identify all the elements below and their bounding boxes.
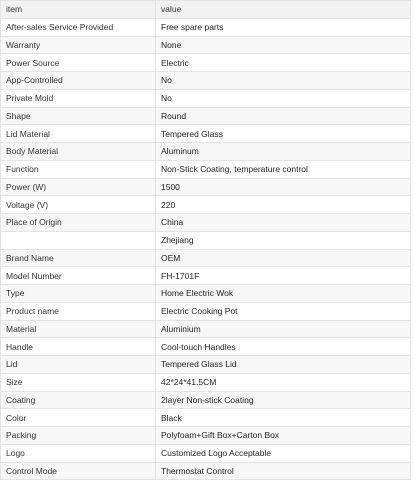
table-header-row bbox=[1, 1, 411, 19]
row-item-cell: Lid Material bbox=[1, 125, 156, 143]
table-row bbox=[1, 338, 411, 356]
row-item-cell: Handle bbox=[1, 338, 156, 356]
row-value-cell: Zhejiang bbox=[156, 231, 411, 249]
row-item-cell: App-Controlled bbox=[1, 72, 156, 90]
row-item-cell: Body Material bbox=[1, 143, 156, 161]
row-value-cell: Thermostat Control bbox=[156, 462, 411, 480]
row-item-cell: Power (W) bbox=[1, 178, 156, 196]
row-value-cell: No bbox=[156, 89, 411, 107]
table-row bbox=[1, 178, 411, 196]
table-row bbox=[1, 160, 411, 178]
row-item-cell: Color bbox=[1, 409, 156, 427]
table-row bbox=[1, 320, 411, 338]
row-value-cell: Tempered Glass Lid bbox=[156, 356, 411, 374]
row-item-cell: After-sales Service Provided bbox=[1, 18, 156, 36]
row-value-cell: Electric bbox=[156, 54, 411, 72]
table-row bbox=[1, 427, 411, 445]
table-row bbox=[1, 54, 411, 72]
column-header-value: value bbox=[156, 1, 411, 19]
row-value-cell: 2layer Non-stick Coating bbox=[156, 391, 411, 409]
row-value-cell: Home Electric Wok bbox=[156, 285, 411, 303]
row-value-cell: China bbox=[156, 214, 411, 232]
row-item-cell: Material bbox=[1, 320, 156, 338]
table-row bbox=[1, 462, 411, 480]
table-row bbox=[1, 391, 411, 409]
row-item-cell: Model Number bbox=[1, 267, 156, 285]
row-item-cell: Control Mode bbox=[1, 462, 156, 480]
table-row bbox=[1, 125, 411, 143]
row-item-cell: Size bbox=[1, 373, 156, 391]
table-row bbox=[1, 143, 411, 161]
row-item-cell: Lid bbox=[1, 356, 156, 374]
row-item-cell: Brand Name bbox=[1, 249, 156, 267]
row-value-cell: Black bbox=[156, 409, 411, 427]
row-value-cell: None bbox=[156, 36, 411, 54]
row-value-cell: Round bbox=[156, 107, 411, 125]
row-item-cell: Power Source bbox=[1, 54, 156, 72]
row-item-cell bbox=[1, 231, 156, 249]
row-item-cell: Type bbox=[1, 285, 156, 303]
table-row bbox=[1, 107, 411, 125]
column-header-item: item bbox=[1, 1, 156, 19]
row-item-cell: Shape bbox=[1, 107, 156, 125]
table-row bbox=[1, 302, 411, 320]
table-row bbox=[1, 409, 411, 427]
row-value-cell: OEM bbox=[156, 249, 411, 267]
row-value-cell: 1500 bbox=[156, 178, 411, 196]
table-row bbox=[1, 249, 411, 267]
table-row bbox=[1, 89, 411, 107]
table-row bbox=[1, 285, 411, 303]
table-row bbox=[1, 214, 411, 232]
table-row bbox=[1, 72, 411, 90]
table-row bbox=[1, 196, 411, 214]
row-value-cell: Aluminum bbox=[156, 143, 411, 161]
row-item-cell: Function bbox=[1, 160, 156, 178]
row-value-cell: Electric Cooking Pot bbox=[156, 302, 411, 320]
row-value-cell: 220 bbox=[156, 196, 411, 214]
row-item-cell: Place of Origin bbox=[1, 214, 156, 232]
row-value-cell: Non-Stick Coating, temperature control bbox=[156, 160, 411, 178]
row-item-cell: Product name bbox=[1, 302, 156, 320]
row-value-cell: No bbox=[156, 72, 411, 90]
row-value-cell: Polyfoam+Gift Box+Carton Box bbox=[156, 427, 411, 445]
table-row bbox=[1, 356, 411, 374]
row-item-cell: Warranty bbox=[1, 36, 156, 54]
row-value-cell: Tempered Glass bbox=[156, 125, 411, 143]
row-value-cell: Cool-touch Handles bbox=[156, 338, 411, 356]
row-value-cell: Customized Logo Acceptable bbox=[156, 444, 411, 462]
row-item-cell: Private Mold bbox=[1, 89, 156, 107]
row-value-cell: Aluminium bbox=[156, 320, 411, 338]
table-row bbox=[1, 373, 411, 391]
row-value-cell: 42*24*41.5CM bbox=[156, 373, 411, 391]
table-row bbox=[1, 18, 411, 36]
table-row bbox=[1, 231, 411, 249]
row-value-cell: FH-1701F bbox=[156, 267, 411, 285]
table-row bbox=[1, 444, 411, 462]
table-row bbox=[1, 267, 411, 285]
table-row bbox=[1, 36, 411, 54]
row-item-cell: Packing bbox=[1, 427, 156, 445]
row-item-cell: Logo bbox=[1, 444, 156, 462]
row-value-cell: Free spare parts bbox=[156, 18, 411, 36]
row-item-cell: Voltage (V) bbox=[1, 196, 156, 214]
row-item-cell: Coating bbox=[1, 391, 156, 409]
